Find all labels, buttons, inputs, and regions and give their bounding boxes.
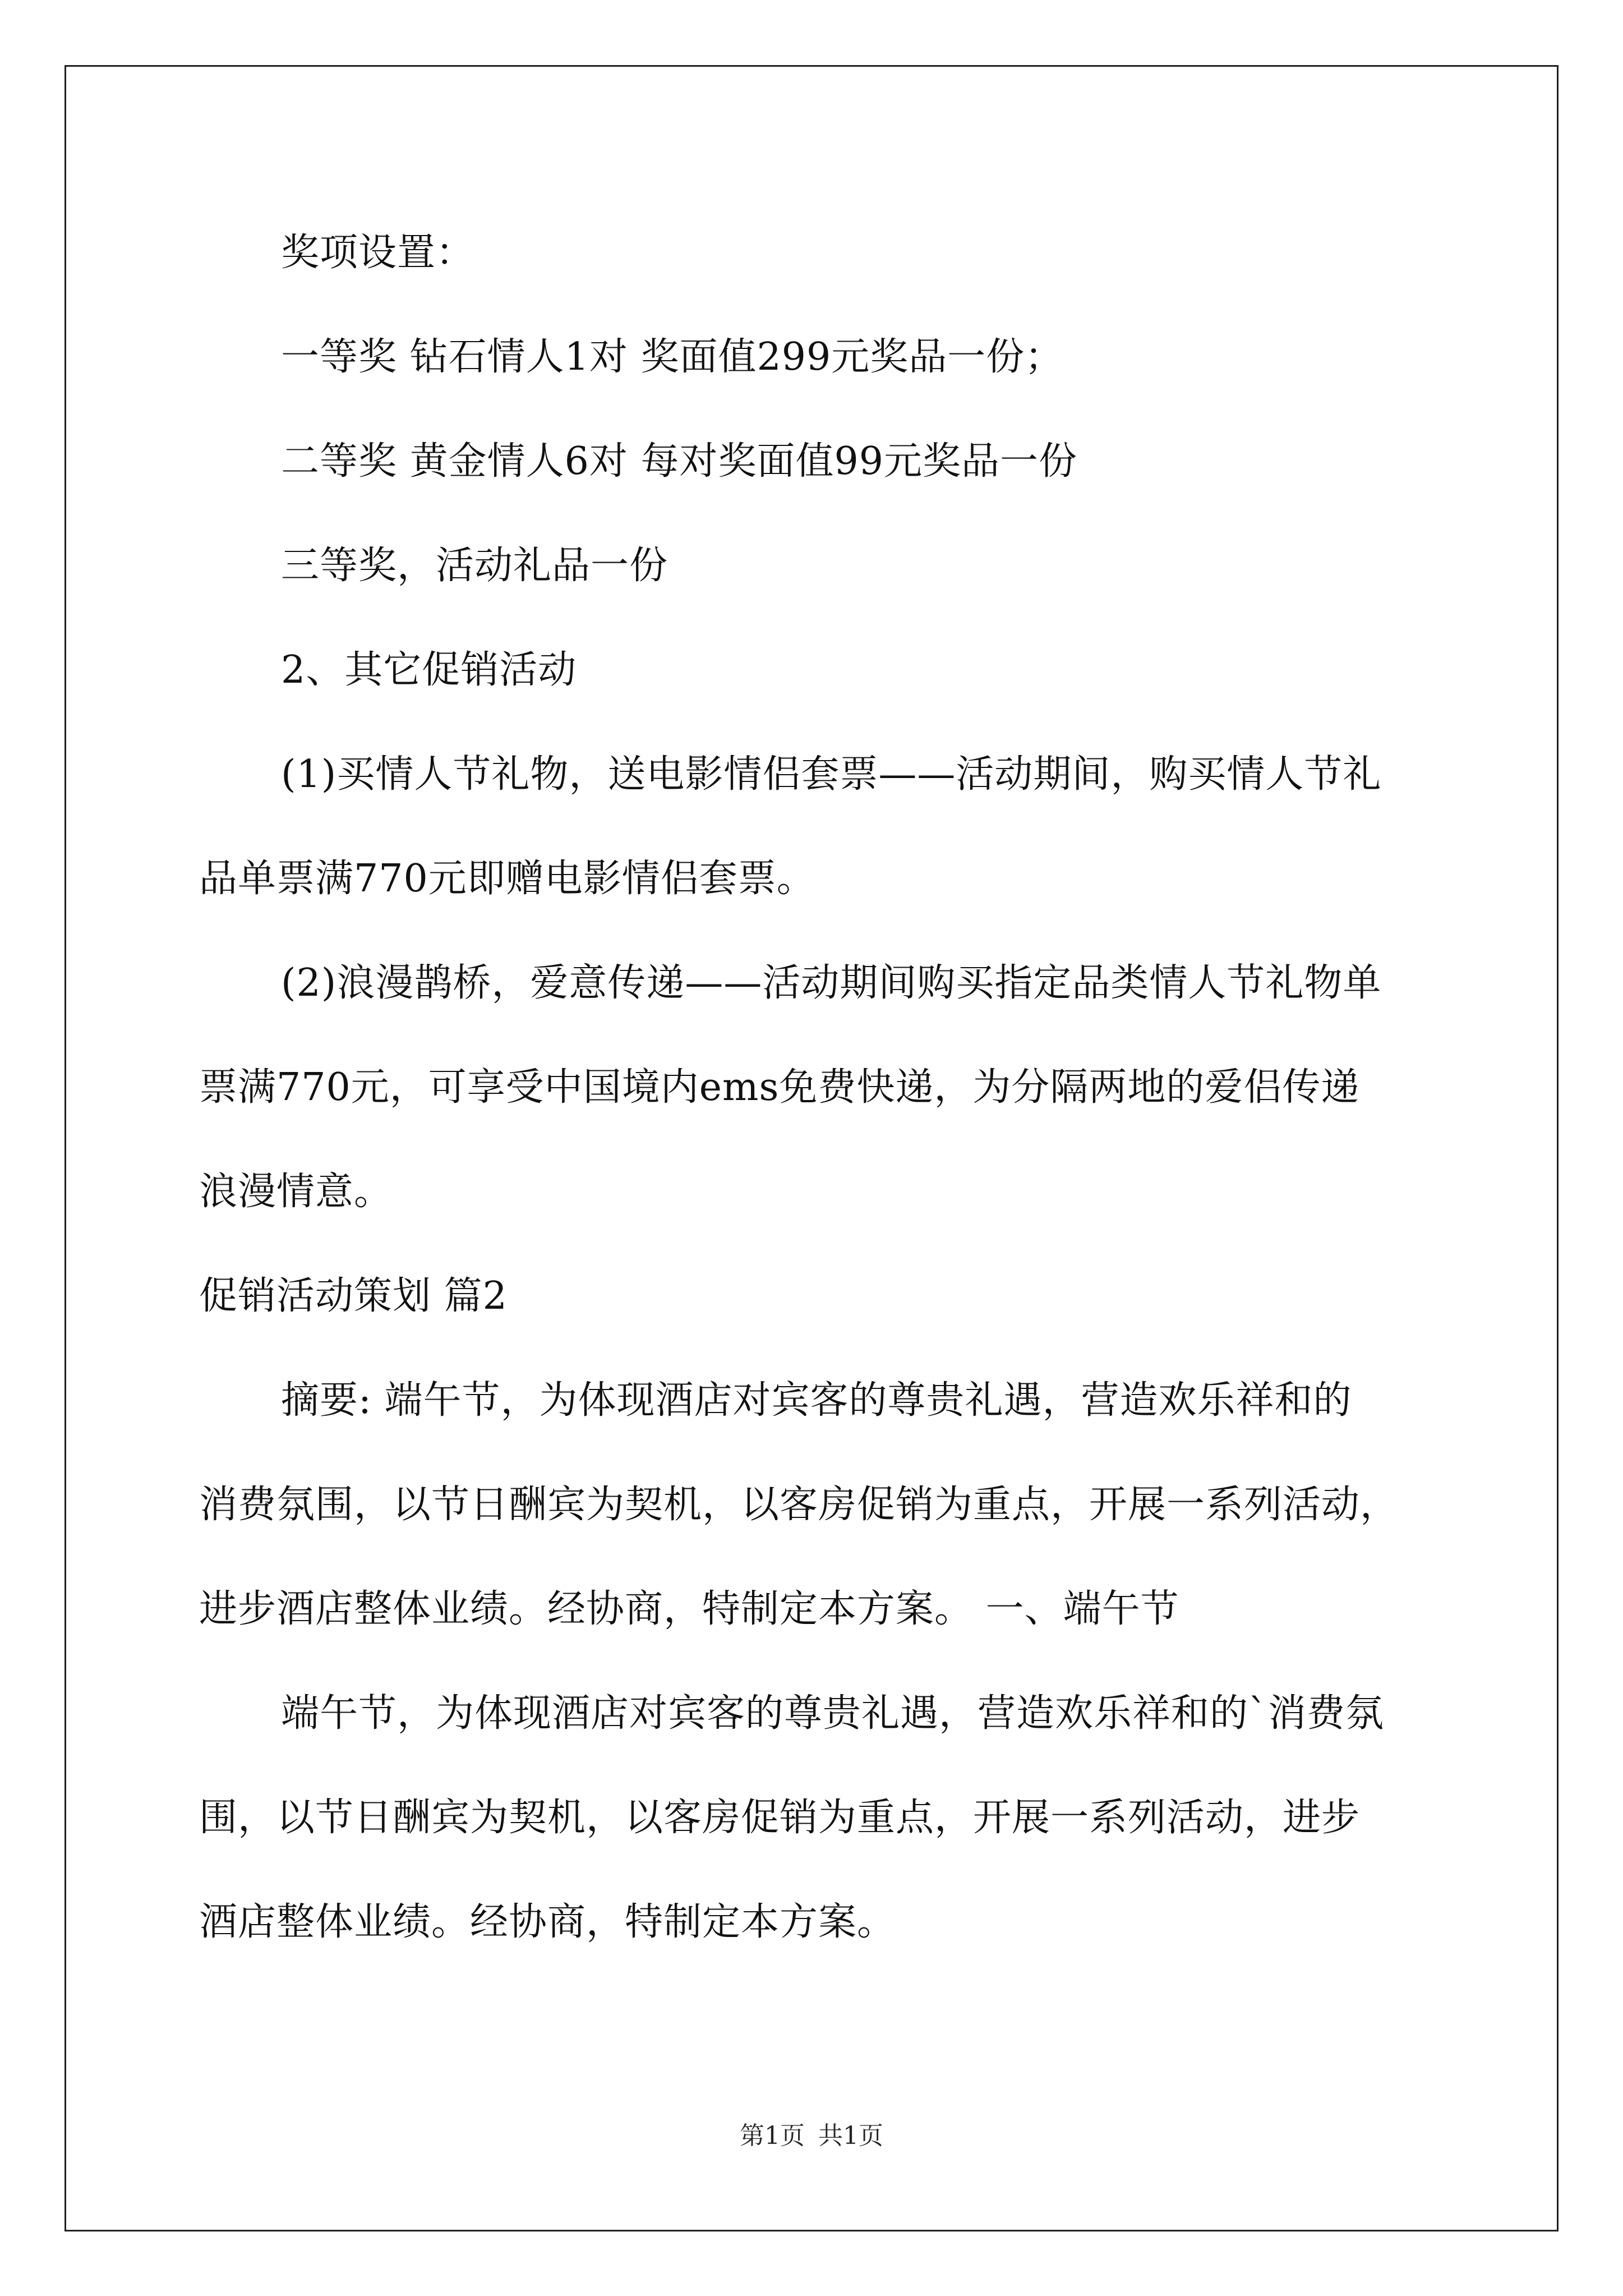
article-title: 促销活动策划 篇2 bbox=[199, 1274, 508, 1318]
prize-first: 一等奖 钻石情人1对 奖面值299元奖品一份； bbox=[281, 335, 1064, 379]
abstract-line-2: 消费氛围，以节日酬宾为契机，以客房促销为重点，开展一系列活动， bbox=[199, 1483, 1399, 1527]
paragraph-line-2: 围，以节日酬宾为契机，以客房促销为重点，开展一系列活动，进步 bbox=[199, 1796, 1361, 1840]
section-heading-prizes: 奖项设置： bbox=[281, 231, 475, 275]
paragraph-line-1: 端午节，为体现酒店对宾客的尊贵礼遇，营造欢乐祥和的`消费氛 bbox=[281, 1691, 1385, 1736]
promotion-2-line-3: 浪漫情意。 bbox=[199, 1170, 393, 1214]
promotion-2-line-1: (2)浪漫鹊桥，爱意传递——活动期间购买指定品类情人节礼物单 bbox=[281, 961, 1382, 1005]
page-number: 第1页 bbox=[740, 2122, 805, 2150]
promotion-2-line-2: 票满770元，可享受中国境内ems免费快递，为分隔两地的爱侣传递 bbox=[199, 1065, 1360, 1110]
abstract-line-3: 进步酒店整体业绩。经协商，特制定本方案。 一、端午节 bbox=[199, 1587, 1179, 1631]
abstract-line-1: 摘要: 端午节，为体现酒店对宾客的尊贵礼遇，营造欢乐祥和的 bbox=[281, 1378, 1352, 1423]
paragraph-line-3: 酒店整体业绩。经协商，特制定本方案。 bbox=[199, 1900, 896, 1944]
prize-third: 三等奖，活动礼品一份 bbox=[281, 544, 668, 588]
section-heading-other-promotions: 2、其它促销活动 bbox=[281, 648, 577, 692]
prize-second: 二等奖 黄金情人6对 每对奖面值99元奖品一份 bbox=[281, 439, 1078, 484]
promotion-1-line-1: (1)买情人节礼物，送电影情侣套票——活动期间，购买情人节礼 bbox=[281, 752, 1382, 797]
page-footer bbox=[0, 2119, 1623, 2153]
promotion-1-line-2: 品单票满770元即赠电影情侣套票。 bbox=[199, 857, 815, 901]
page-total: 共1页 bbox=[818, 2122, 883, 2150]
